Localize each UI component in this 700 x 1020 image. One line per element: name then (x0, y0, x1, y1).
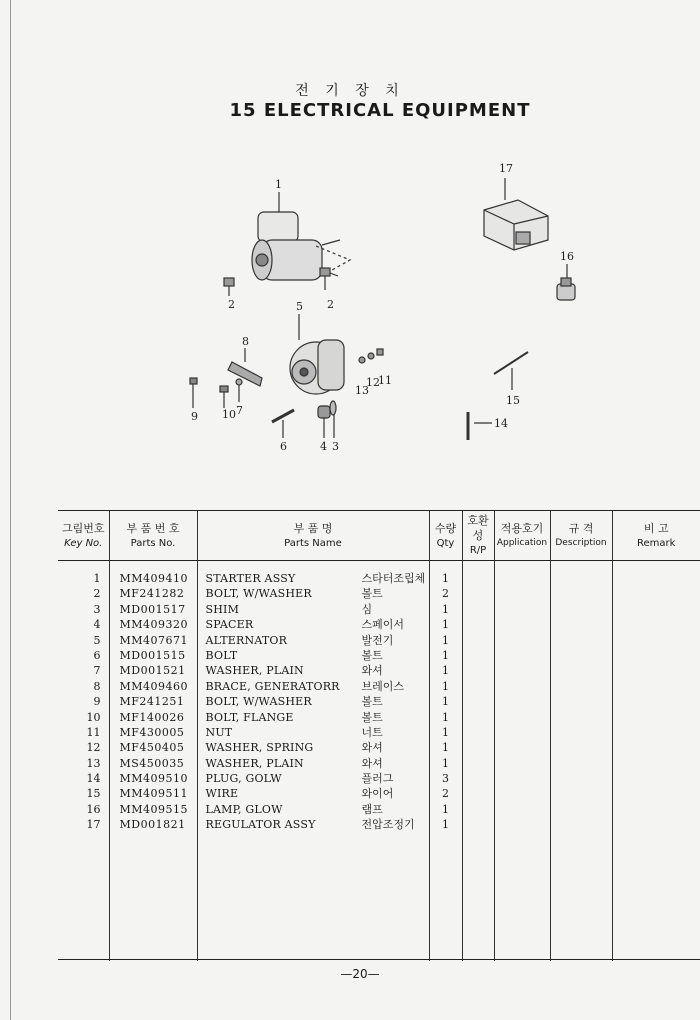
part-key-number: 2 (93, 587, 101, 601)
part-number: MF430005 (119, 725, 185, 739)
part-name-row (198, 740, 429, 755)
part-name: REGULATOR ASSY (205, 818, 316, 832)
col-key-ko: 그림번호 (61, 521, 105, 535)
nut-11-drawing (377, 349, 383, 355)
part-quantity: 1 (442, 756, 449, 770)
bolt-9-drawing (190, 378, 197, 408)
col-desc-ko: 규 격 (568, 521, 594, 535)
part-key-number: 13 (86, 756, 101, 770)
korean-title: 전 기 장 치 (295, 83, 405, 99)
part-name: BOLT (205, 648, 238, 662)
part-quantity: 1 (442, 633, 449, 647)
part-key-number: 12 (86, 741, 101, 755)
col-partno-en: Parts No. (130, 537, 176, 549)
col-key-header (58, 511, 109, 561)
part-key-number: 5 (93, 633, 101, 647)
part-name-korean: 플러그 (361, 772, 394, 786)
part-quantity: 1 (442, 710, 449, 724)
part-number: MM409410 (119, 572, 189, 585)
part-number: MS450035 (119, 756, 185, 770)
part-key-number: 17 (86, 818, 101, 832)
part-number: MF241282 (119, 587, 185, 601)
part-name-row (198, 756, 429, 771)
part-number: MF241251 (119, 695, 185, 709)
spacer-4-drawing (318, 406, 330, 418)
name-column (197, 561, 429, 962)
part-name: BOLT, FLANGE (205, 710, 294, 724)
part-number: MM409515 (119, 802, 189, 816)
callout-14: 14 (494, 417, 508, 430)
part-number: MM409510 (119, 772, 189, 786)
part-name: WASHER, SPRING (205, 741, 314, 755)
part-number: MM407671 (119, 633, 189, 647)
part-name-row (198, 786, 429, 801)
part-name-korean: 와셔 (361, 756, 383, 770)
part-number: MM409320 (119, 618, 189, 632)
application-column (494, 561, 550, 962)
qty-column (429, 561, 462, 962)
part-key-number: 7 (93, 664, 101, 678)
part-name: BOLT, W/WASHER (205, 587, 312, 601)
callout-9: 9 (191, 410, 198, 423)
part-name-korean: 전압조정기 (361, 818, 415, 832)
col-qty-en: Qty (436, 537, 455, 549)
page-number: —20— (340, 967, 380, 981)
washer-13-drawing (359, 357, 365, 363)
description-column (550, 561, 612, 962)
part-quantity: 3 (442, 772, 449, 786)
part-key-number: 15 (86, 787, 101, 801)
col-name-header (197, 511, 429, 561)
part-name-korean: 브레이스 (361, 679, 405, 693)
part-name-row (198, 633, 429, 648)
part-name: STARTER ASSY (205, 572, 296, 585)
callout-8: 8 (242, 335, 249, 348)
part-name-row (198, 663, 429, 678)
part-quantity: 1 (442, 695, 449, 709)
callout-13: 13 (355, 384, 369, 397)
part-name-korean: 발전기 (361, 633, 394, 647)
col-name-ko: 부 품 명 (293, 521, 333, 535)
part-number: MD001517 (119, 602, 186, 616)
callout-2a: 2 (228, 298, 235, 311)
part-name-korean: 스타터조립체 (361, 572, 426, 585)
regulator-assy-drawing (484, 200, 548, 250)
part-name: WIRE (205, 787, 239, 801)
table-bottom-rule (58, 959, 700, 960)
washer-12-drawing (368, 353, 374, 359)
partno-column (109, 561, 197, 962)
callout-17: 17 (499, 162, 513, 175)
part-name-korean: 심 (361, 602, 373, 616)
part-number: MM409460 (119, 679, 189, 693)
part-name-row (198, 648, 429, 663)
part-name-row (198, 771, 429, 786)
part-name-row (198, 725, 429, 740)
part-name: ALTERNATOR (205, 633, 288, 647)
glow-lamp-drawing (557, 278, 575, 300)
col-qty-ko: 수량 (434, 521, 457, 535)
bolt-2a-drawing (224, 278, 234, 296)
col-remark-header (612, 511, 700, 561)
part-name: BOLT, W/WASHER (205, 695, 312, 709)
part-quantity: 1 (442, 664, 449, 678)
col-remark-en: Remark (637, 537, 676, 549)
part-name-row (198, 694, 429, 709)
part-key-number: 3 (93, 602, 101, 616)
part-name-korean: 너트 (361, 725, 383, 739)
part-name-korean: 볼트 (361, 587, 383, 601)
part-number: MD001821 (119, 818, 186, 832)
part-name-row (198, 710, 429, 725)
part-name: SHIM (205, 602, 240, 616)
part-quantity: 1 (442, 572, 449, 585)
part-number: MM409511 (119, 787, 189, 801)
wire-drawing (494, 352, 528, 374)
remark-column (612, 561, 700, 962)
col-rp-en: R/P (469, 545, 487, 556)
part-quantity: 1 (442, 741, 449, 755)
callout-2b: 2 (327, 298, 334, 311)
part-key-number: 14 (86, 772, 101, 786)
part-key-number: 9 (93, 695, 101, 709)
part-quantity: 1 (442, 725, 449, 739)
callout-12: 12 (366, 376, 380, 389)
col-partno-ko: 부 품 번 호 (126, 521, 180, 535)
part-key-number: 4 (93, 618, 101, 632)
callout-16: 16 (560, 250, 574, 263)
col-desc-header (550, 511, 612, 561)
part-quantity: 1 (442, 679, 449, 693)
part-key-number: 1 (93, 572, 101, 585)
part-number: MD001515 (119, 648, 186, 662)
col-rp-ko: 호환성 (467, 514, 489, 542)
part-name-row (198, 586, 429, 601)
part-name-korean: 스페이서 (361, 618, 405, 632)
part-name: SPACER (205, 618, 254, 632)
section-title: 15 ELECTRICAL EQUIPMENT (229, 100, 531, 121)
part-name-korean: 와이어 (361, 787, 394, 801)
part-name: PLUG, GOLW (205, 772, 282, 786)
part-name-korean: 와셔 (361, 664, 383, 678)
washer-7-drawing (236, 379, 242, 402)
alternator-drawing (290, 340, 344, 394)
part-number: MD001521 (119, 664, 186, 678)
part-name-korean: 볼트 (361, 710, 383, 724)
callout-5: 5 (296, 300, 303, 313)
part-quantity: 2 (442, 787, 449, 801)
bolt-2b-drawing (320, 268, 330, 290)
parts-table (58, 511, 700, 961)
callout-10: 10 (222, 408, 236, 421)
part-key-number: 8 (93, 679, 101, 693)
part-quantity: 1 (442, 648, 449, 662)
part-key-number: 10 (86, 710, 101, 724)
part-name: BRACE, GENERATORR (205, 679, 340, 693)
col-qty-header (429, 511, 462, 561)
part-quantity: 1 (442, 818, 449, 832)
part-name: WASHER, PLAIN (205, 756, 304, 770)
part-key-number: 11 (86, 725, 101, 739)
part-quantity: 1 (442, 602, 449, 616)
callout-4: 4 (320, 440, 327, 453)
col-desc-en: Description (555, 537, 607, 548)
part-name-korean: 볼트 (361, 695, 383, 709)
col-key-en: Key No. (64, 537, 103, 549)
col-partno-header (109, 511, 197, 561)
part-quantity: 1 (442, 618, 449, 632)
part-key-number: 6 (93, 648, 101, 662)
part-quantity: 1 (442, 802, 449, 816)
col-app-header (494, 511, 550, 561)
part-name-korean: 램프 (361, 802, 383, 816)
rp-column (462, 561, 494, 962)
part-key-number: 16 (86, 802, 101, 816)
part-name-row (198, 817, 429, 832)
callout-3: 3 (332, 440, 339, 453)
col-rp-header (462, 511, 494, 561)
col-remark-ko: 비 고 (643, 521, 669, 535)
key-column (58, 561, 109, 962)
part-name-korean: 와셔 (361, 741, 383, 755)
exploded-parts-diagram (0, 150, 700, 470)
bolt-10-drawing (220, 386, 228, 408)
part-number: MF450405 (119, 741, 185, 755)
col-app-en: Application (496, 537, 548, 548)
part-name-row (198, 602, 429, 617)
part-name-row (198, 617, 429, 632)
brace-drawing (228, 362, 262, 386)
callout-15: 15 (506, 394, 520, 407)
shim-3-drawing (330, 401, 336, 415)
part-name: LAMP, GLOW (205, 802, 283, 816)
col-app-ko: 적용호기 (500, 521, 544, 535)
callout-6: 6 (280, 440, 287, 453)
callout-11: 11 (378, 374, 392, 387)
part-name: NUT (205, 725, 233, 739)
part-name-row (198, 802, 429, 817)
part-name-row (198, 571, 429, 586)
col-name-en: Parts Name (284, 537, 342, 549)
part-name-korean: 볼트 (361, 648, 383, 662)
part-number: MF140026 (119, 710, 185, 724)
part-quantity: 2 (442, 587, 449, 601)
callout-1: 1 (275, 178, 282, 191)
callout-7: 7 (236, 404, 243, 417)
part-name-row (198, 679, 429, 694)
part-name: WASHER, PLAIN (205, 664, 304, 678)
